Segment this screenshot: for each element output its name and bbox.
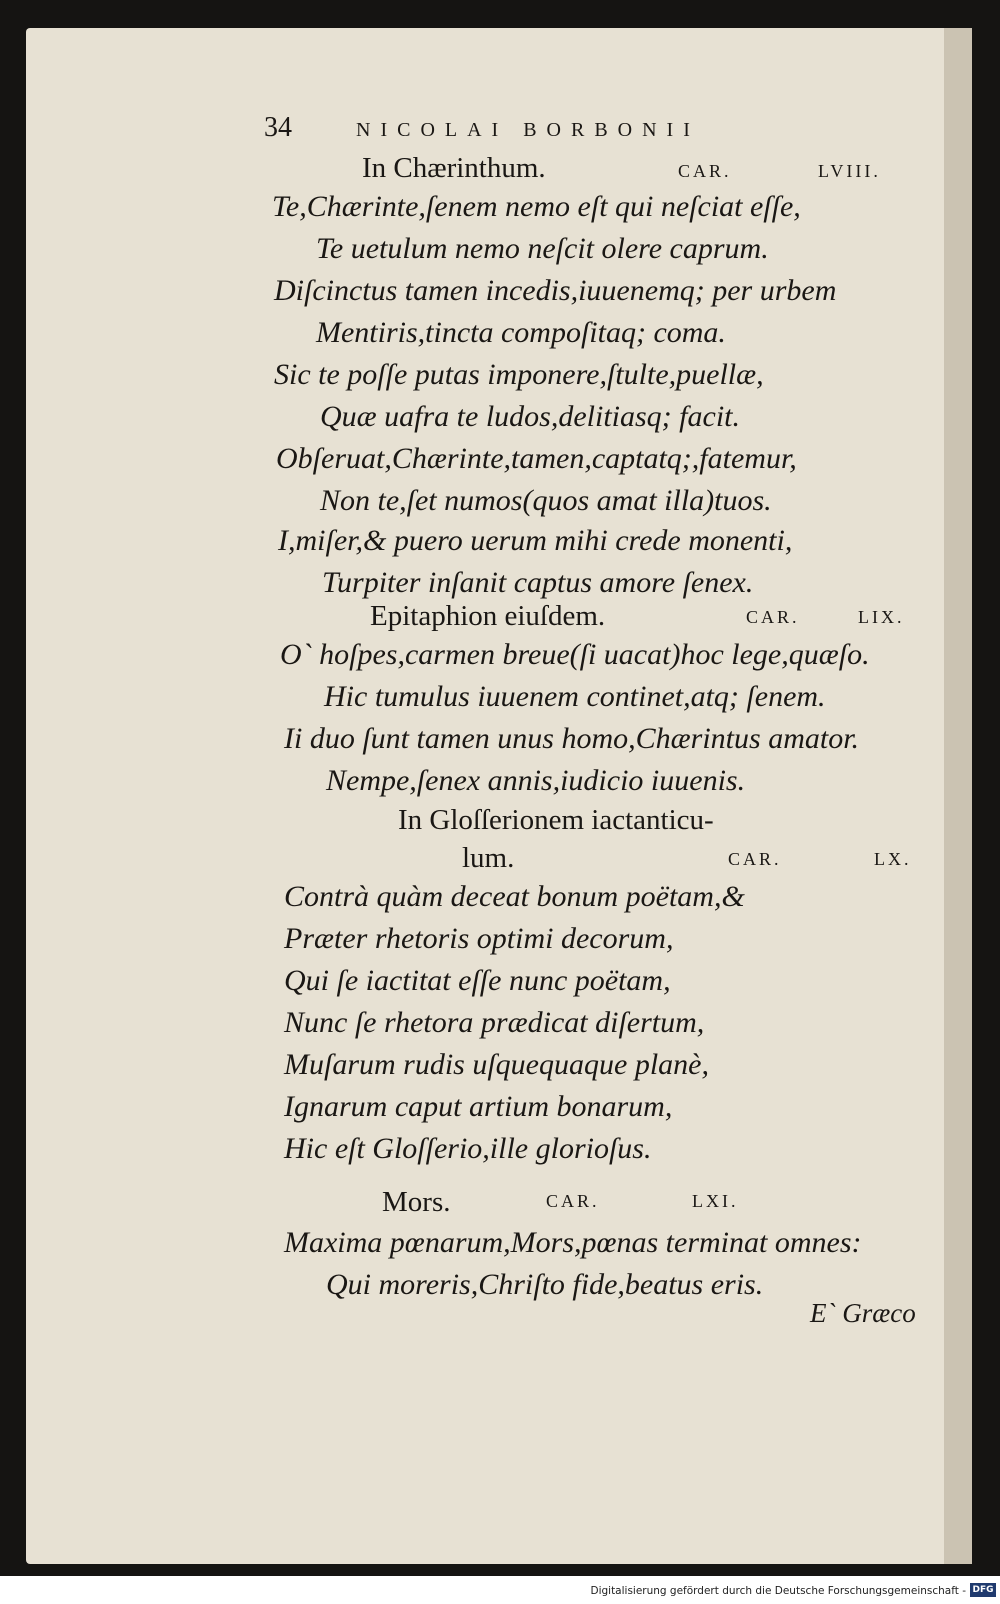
verse-line: Ii duo ſunt tamen unus homo,Chærintus amator. bbox=[284, 722, 860, 755]
verse-line: Ignarum caput artium bonarum, bbox=[284, 1090, 673, 1123]
verse-line: Turpiter inſanit captus amore ſenex. bbox=[322, 566, 754, 599]
poem-title: In Gloſſerionem iactanticu- bbox=[398, 804, 714, 836]
verse-line: Te,Chærinte,ſenem nemo eſt qui neſciat eſſe, bbox=[272, 190, 801, 223]
verse-line: Te uetulum nemo neſcit olere caprum. bbox=[316, 232, 769, 265]
verse-line: Obſeruat,Chærinte,tamen,captatq;,fatemur, bbox=[276, 442, 797, 475]
catchword: E` Græco bbox=[810, 1298, 916, 1328]
page-number: 34 bbox=[264, 112, 292, 143]
verse-line: Nunc ſe rhetora prædicat diſertum, bbox=[284, 1006, 705, 1039]
car-number: LX. bbox=[874, 849, 912, 869]
car-label: CAR. bbox=[728, 849, 782, 869]
poem-title: In Chærinthum. bbox=[362, 152, 546, 184]
poem-title: Epitaphion eiuſdem. bbox=[370, 600, 606, 632]
car-label: CAR. bbox=[746, 607, 800, 627]
verse-line: Qui moreris,Chriſto fide,beatus eris. bbox=[326, 1268, 764, 1301]
verse-line: Hic eſt Gloſſerio,ille glorioſus. bbox=[284, 1132, 652, 1165]
verse-line: Sic te poſſe putas imponere,ſtulte,puellæ, bbox=[274, 358, 764, 391]
car-label: CAR. bbox=[678, 161, 732, 181]
verse-line: Qui ſe iactitat eſſe nunc poëtam, bbox=[284, 964, 671, 997]
car-label: CAR. bbox=[546, 1191, 600, 1211]
verse-line: Præter rhetoris optimi decorum, bbox=[284, 922, 674, 955]
car-number: LXI. bbox=[692, 1191, 739, 1211]
car-number: LIX. bbox=[858, 607, 905, 627]
verse-line: Hic tumulus iuuenem continet,atq; ſenem. bbox=[324, 680, 826, 713]
running-title: NICOLAI BORBONII bbox=[356, 119, 700, 141]
funding-credit: Digitalisierung gefördert durch die Deutsche Forschungsgemeinschaft - bbox=[590, 1585, 966, 1597]
car-number: LVIII. bbox=[818, 161, 881, 181]
verse-line: Mentiris,tincta compoſitaq; coma. bbox=[316, 316, 726, 349]
verse-line: Non te,ſet numos(quos amat illa)tuos. bbox=[320, 484, 772, 517]
verse-line: Muſarum rudis uſquequaque planè, bbox=[284, 1048, 709, 1081]
book-page bbox=[26, 28, 972, 1564]
verse-line: Quæ uafra te ludos,delitiasq; facit. bbox=[320, 400, 740, 433]
verse-line: I,miſer,& puero uerum mihi crede monenti, bbox=[278, 524, 793, 557]
verse-line: Nempe,ſenex annis,iudicio iuuenis. bbox=[326, 764, 746, 797]
dfg-logo-icon: DFG bbox=[970, 1583, 996, 1597]
page-gutter-shadow bbox=[944, 28, 972, 1564]
verse-line: Contrà quàm deceat bonum poëtam,& bbox=[284, 880, 745, 913]
verse-line: Maxima pœnarum,Mors,pœnas terminat omnes: bbox=[284, 1226, 862, 1259]
digitization-footer bbox=[0, 1576, 1000, 1604]
poem-title-continued: lum. bbox=[462, 842, 515, 874]
verse-line: Diſcinctus tamen incedis,iuuenemq; per urbem bbox=[274, 274, 837, 307]
poem-title: Mors. bbox=[382, 1186, 451, 1218]
verse-line: O` hoſpes,carmen breue(ſi uacat)hoc lege,quæſo. bbox=[280, 638, 870, 671]
